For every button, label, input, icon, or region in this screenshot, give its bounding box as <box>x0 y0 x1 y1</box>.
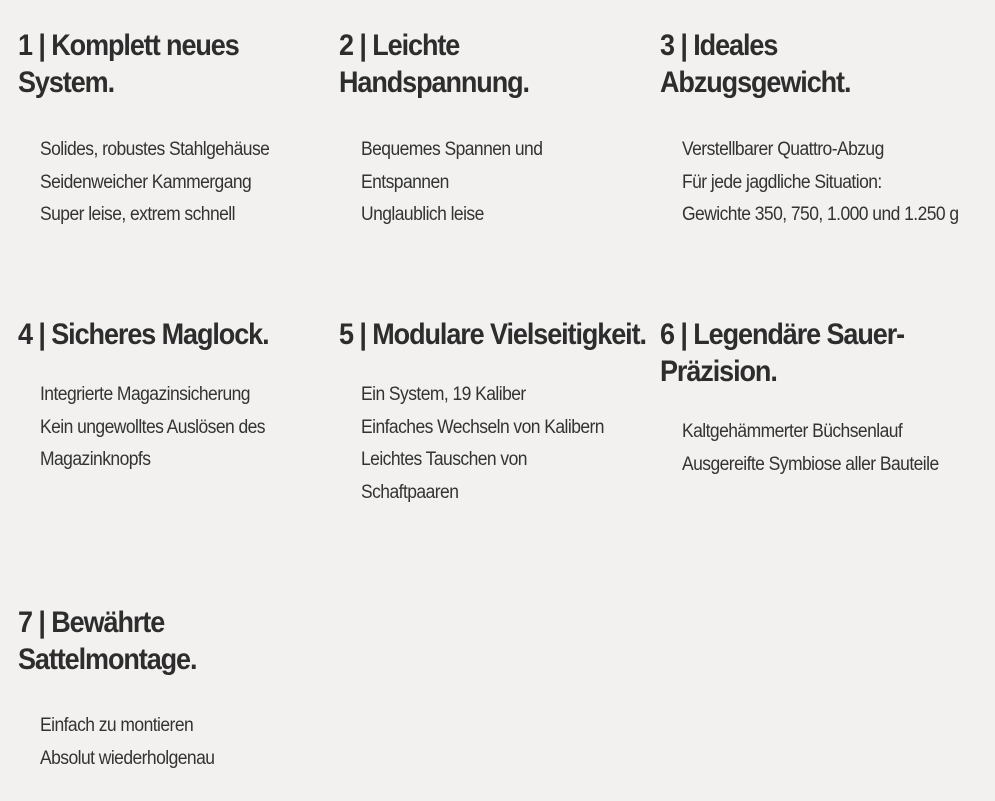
feature-list <box>660 416 960 481</box>
list-item: Einfaches Wechseln von Kalibern <box>361 416 604 438</box>
feature-title: 1 | Komplett neues System. <box>18 29 239 99</box>
feature-list <box>339 379 639 510</box>
list-item: Kaltgehämmerter Büchsenlauf <box>682 421 903 442</box>
list-item: Bequemes Spannen und Entspannen <box>361 139 543 193</box>
list-item: Leichtes Tauschen von Schaftpaaren <box>361 449 527 504</box>
feature-title: 3 | Ideales Abzugsgewicht. <box>660 29 851 99</box>
list-item: Einfach zu montieren <box>40 715 194 736</box>
feature-title: 5 | Modulare Vielseitigkeit. <box>339 318 646 351</box>
list-item: Solides, robustes Stahlgehäuse <box>40 139 270 160</box>
list-item: Kein ungewolltes Auslösen des Magazinknopfs <box>40 416 265 471</box>
list-item: Seidenweicher Kammergang <box>40 171 252 193</box>
feature-list <box>660 134 960 232</box>
feature-list <box>339 134 639 232</box>
feature-hand-cocking <box>339 27 639 232</box>
list-item: Unglaublich leise <box>361 204 484 226</box>
feature-precision <box>660 316 960 481</box>
feature-title: 4 | Sicheres Maglock. <box>18 318 269 351</box>
feature-trigger-weight <box>660 27 960 232</box>
list-item: Ausgereifte Symbiose aller Bauteile <box>682 453 939 475</box>
feature-list <box>18 134 318 232</box>
list-item: Absolut wiederholgenau <box>40 747 215 769</box>
feature-title: 2 | Leichte Handspannung. <box>339 29 529 99</box>
feature-maglock <box>18 316 318 477</box>
list-item: Gewichte 350, 750, 1.000 und 1.250 g <box>682 204 959 226</box>
feature-saddle-mount <box>18 604 318 775</box>
feature-list <box>18 379 318 477</box>
feature-complete-new-system <box>18 27 318 232</box>
feature-modularity <box>339 316 646 510</box>
feature-title: 6 | Legendäre Sauer-Präzision. <box>660 318 905 388</box>
feature-title: 7 | Bewährte Sattelmontage. <box>18 606 197 676</box>
list-item: Verstellbarer Quattro-Abzug <box>682 139 884 160</box>
feature-list <box>18 710 318 775</box>
list-item: Ein System, 19 Kaliber <box>361 384 526 405</box>
list-item: Integrierte Magazinsicherung <box>40 384 250 405</box>
list-item: Super leise, extrem schnell <box>40 204 235 226</box>
list-item: Für jede jagdliche Situation: <box>682 171 882 193</box>
